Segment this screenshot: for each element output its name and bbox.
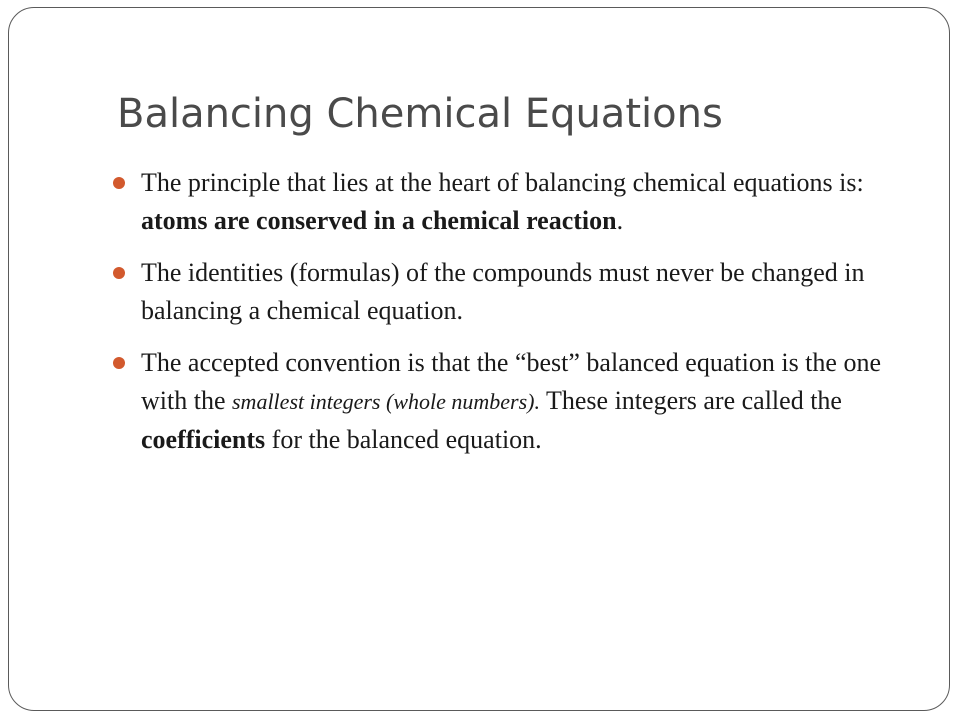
bullet-list xyxy=(113,164,913,473)
bullet-dot-icon xyxy=(113,177,125,189)
bullet-text: . xyxy=(616,206,624,235)
bullet-text: The accepted convention is that the “best” balanced equation is the one with the xyxy=(141,348,881,415)
bullet-item xyxy=(113,254,913,330)
bullet-item xyxy=(113,344,913,459)
slide-title: Balancing Chemical Equations xyxy=(117,91,723,137)
bullet-bold-text: coefficients xyxy=(141,425,266,454)
bullet-text: for the balanced equation. xyxy=(265,425,542,454)
bullet-item xyxy=(113,164,913,240)
bullet-text: The principle that lies at the heart of balancing chemical equations is: xyxy=(141,168,864,197)
bullet-dot-icon xyxy=(113,357,125,369)
bullet-bold-text: atoms are conserved in a chemical reaction xyxy=(141,206,617,235)
bullet-text: These integers are called the xyxy=(539,386,842,415)
slide-frame xyxy=(8,7,950,711)
bullet-text: The identities (formulas) of the compounds must never be changed in balancing a chemical equation. xyxy=(141,258,865,325)
bullet-italic-text: smallest integers (whole numbers). xyxy=(232,389,540,414)
bullet-dot-icon xyxy=(113,267,125,279)
